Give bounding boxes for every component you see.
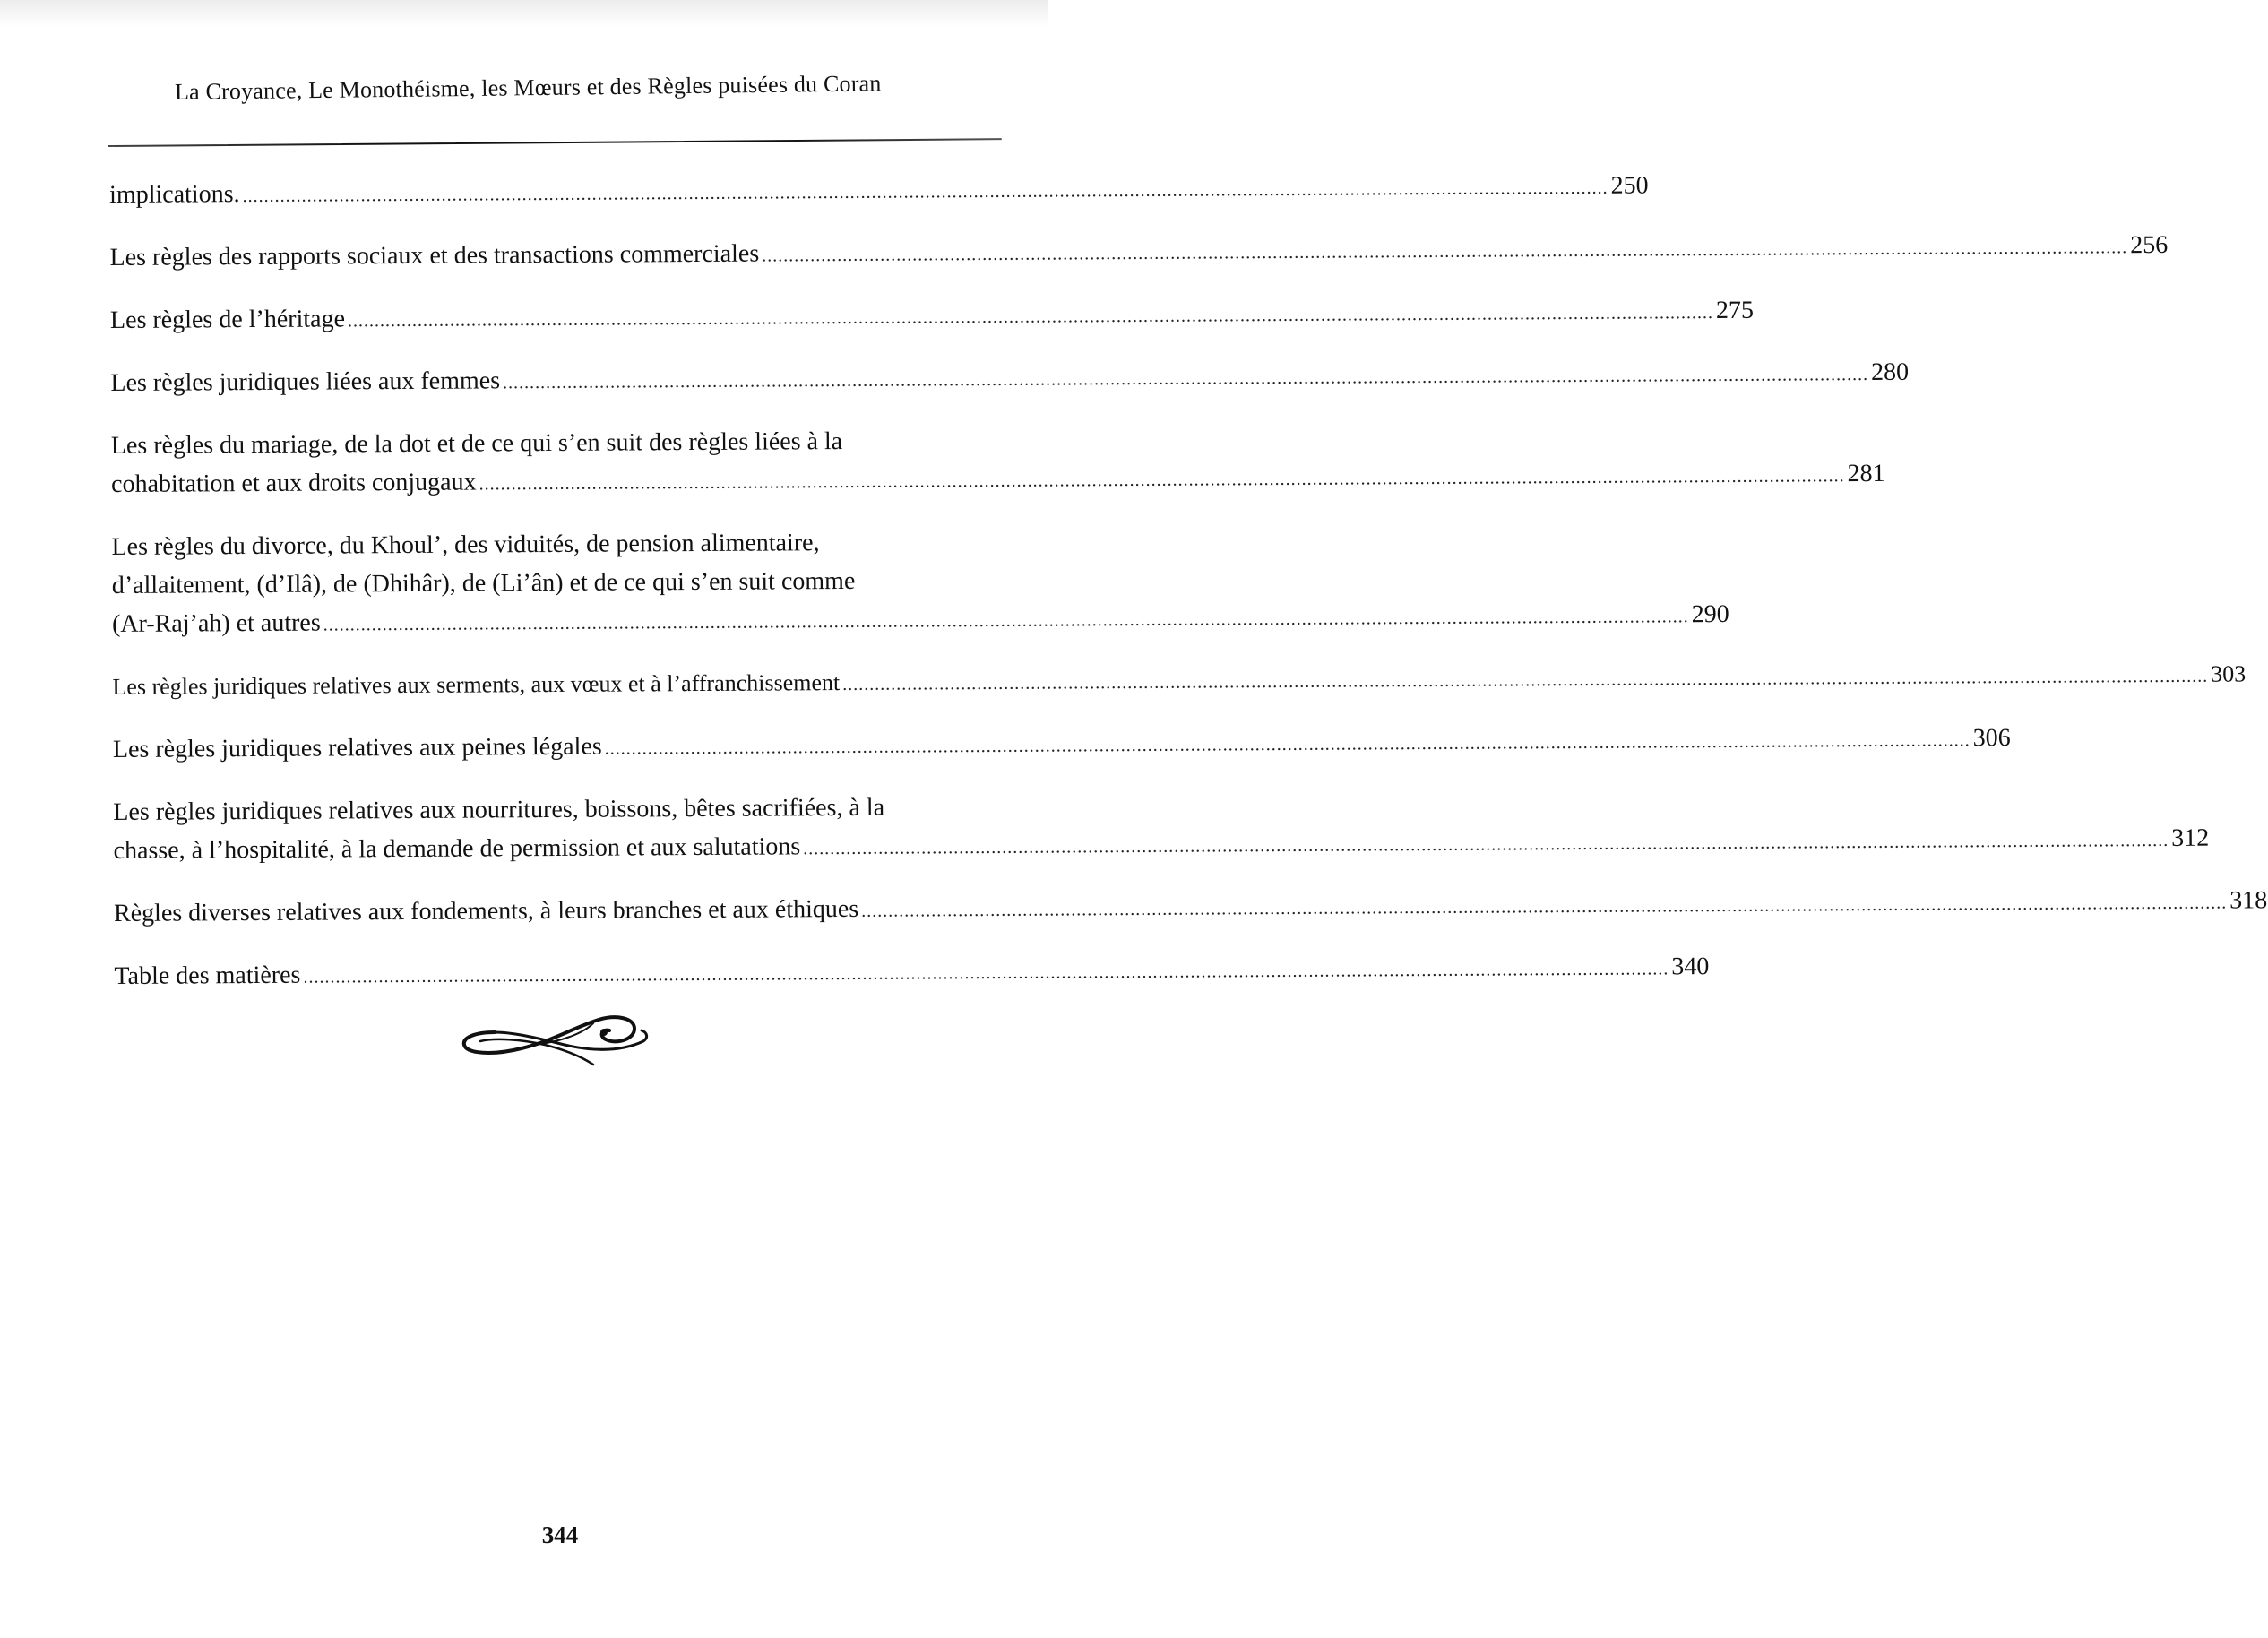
dot-leader: .............................................................................................................................................................................................................................................................. <box>242 177 1608 207</box>
toc-entry-line <box>110 358 1910 405</box>
toc-entry-title: Les règles de l’héritage <box>109 305 346 334</box>
toc-entry-title: Les règles juridiques liées aux femmes <box>110 366 501 397</box>
toc-entry-line <box>111 459 1885 506</box>
dot-leader: .............................................................................................................................................................................................................................................................. <box>762 237 2128 266</box>
toc-page-number: 290 <box>1691 599 1729 629</box>
toc-page-number: 250 <box>1610 171 1649 200</box>
toc-entry <box>110 421 1885 506</box>
toc-page-number: 340 <box>1671 953 1710 981</box>
toc-page-number: 303 <box>2211 660 2246 687</box>
toc-entry-line <box>113 886 2268 935</box>
toc-entry <box>109 170 1649 217</box>
toc-entry <box>109 230 2169 280</box>
toc-entry-title: Les règles des rapports sociaux et des transactions commerciales <box>109 239 760 272</box>
toc-entry-title: (Ar-Raj’ah) et autres <box>111 608 321 638</box>
toc-entry-title-line: Les règles juridiques relatives aux nourritures, boissons, bêtes sacrifiées, à la <box>113 793 885 826</box>
toc-entry <box>110 358 1910 405</box>
toc-entry-title: Table des matières <box>114 961 301 990</box>
dot-leader: .............................................................................................................................................................................................................................................................. <box>842 666 2209 695</box>
toc-entry-title: chasse, à l’hospitalité, à la demande de permission et aux salutations <box>113 832 801 865</box>
toc-entry <box>114 952 1710 998</box>
toc-page-number: 306 <box>1972 724 2011 753</box>
toc-entry-title-line: d’allaitement, (d’Ilâ), de (Dhihâr), de (Li’ân) et de ce qui s’en suit comme <box>111 566 856 599</box>
toc-entry <box>113 886 2268 935</box>
table-of-contents <box>109 170 2268 1020</box>
toc-entry <box>112 660 2246 709</box>
toc-entry-line <box>112 660 2246 709</box>
toc-entry-title-line: Les règles du mariage, de la dot et de ce qui s’en suit des règles liées à la <box>110 427 843 460</box>
dot-leader: .............................................................................................................................................................................................................................................................. <box>803 830 2169 859</box>
dot-leader: .............................................................................................................................................................................................................................................................. <box>347 303 1714 332</box>
page-number: 344 <box>541 1522 579 1548</box>
toc-page-number: 281 <box>1847 459 1885 488</box>
dot-leader: .............................................................................................................................................................................................................................................................. <box>604 730 1970 759</box>
toc-entry-title-line: Les règles du divorce, du Khoul’, des viduités, de pension alimentaire, <box>111 529 820 561</box>
dot-leader: .............................................................................................................................................................................................................................................................. <box>861 892 2228 921</box>
toc-page-number: 318 <box>2229 886 2268 915</box>
toc-entry <box>111 522 1729 646</box>
toc-page-number: 312 <box>2171 823 2210 852</box>
toc-entry-line <box>109 230 2169 280</box>
dot-leader: .............................................................................................................................................................................................................................................................. <box>479 466 1845 495</box>
toc-entry-line <box>109 296 1755 342</box>
dot-leader: .............................................................................................................................................................................................................................................................. <box>323 607 1689 635</box>
dot-leader: .............................................................................................................................................................................................................................................................. <box>503 365 1869 393</box>
toc-entry-line <box>113 823 2210 873</box>
toc-entry <box>113 788 2210 873</box>
toc-entry-line <box>111 599 1729 646</box>
header-rule <box>108 138 1002 148</box>
toc-entry-line <box>109 170 1649 217</box>
running-header: La Croyance, Le Monothéisme, les Mœurs et des Règles puisées du Coran <box>174 70 882 105</box>
toc-entry-title: Les règles juridiques relatives aux peines légales <box>112 732 602 763</box>
toc-entry-title: cohabitation et aux droits conjugaux <box>111 468 477 498</box>
flourish-ornament-icon <box>459 1005 652 1066</box>
toc-entry-title: Les règles juridiques relatives aux serments, aux vœux et à l’affranchissement <box>112 669 841 700</box>
toc-page-number: 280 <box>1870 358 1910 386</box>
dot-leader: .............................................................................................................................................................................................................................................................. <box>303 959 1669 987</box>
toc-page-number: 275 <box>1715 296 1755 325</box>
toc-entry <box>109 296 1755 342</box>
toc-entry <box>112 724 2011 772</box>
toc-entry-title: Règles diverses relatives aux fondements, à leurs branches et aux éthiques <box>113 894 859 927</box>
toc-entry-title: implications. <box>109 180 240 209</box>
toc-page-number: 256 <box>2130 230 2169 260</box>
toc-entry-line <box>114 952 1710 998</box>
toc-entry-line <box>112 724 2011 772</box>
